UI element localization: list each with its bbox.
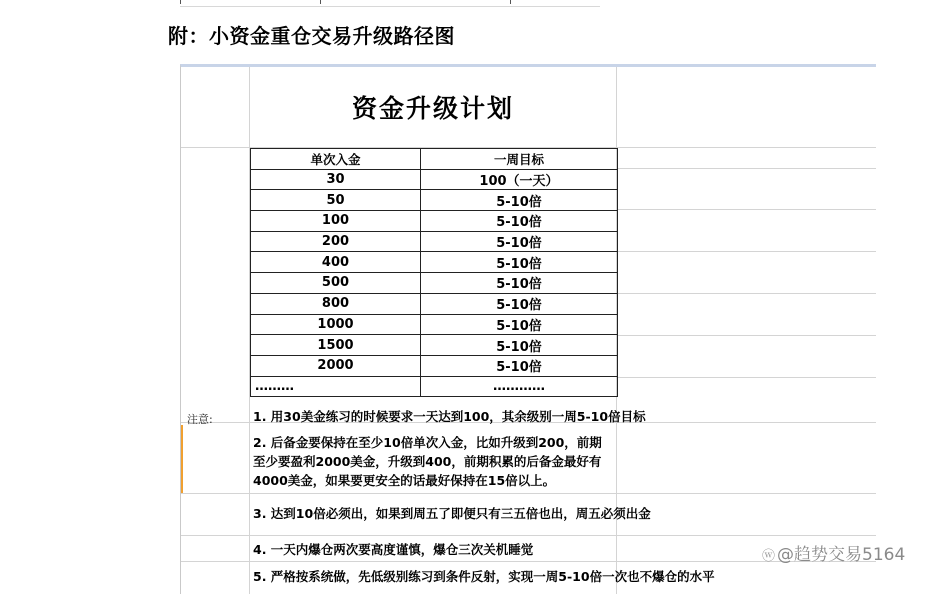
note-line: 至少要盈利2000美金，升级到400，前期积累的后备金最好有 <box>253 454 602 469</box>
target-cell: 5-10倍 <box>421 252 618 273</box>
target-cell: ………… <box>421 376 618 397</box>
deposit-cell: 400 <box>251 252 421 273</box>
table-row <box>251 252 618 273</box>
note-4 <box>253 540 533 559</box>
note-2 <box>253 433 602 490</box>
note-line: 2. 后备金要保持在至少10倍单次入金，比如升级到200，前期 <box>253 435 602 450</box>
target-cell: 100（一天） <box>421 169 618 190</box>
column-header-deposit: 单次入金 <box>251 149 421 170</box>
table-row <box>251 273 618 294</box>
grid-line <box>181 493 876 494</box>
grid-line <box>617 293 876 294</box>
deposit-cell: 30 <box>251 169 421 190</box>
deposit-cell: 200 <box>251 231 421 252</box>
target-cell: 5-10倍 <box>421 190 618 211</box>
table-header-row <box>251 149 618 170</box>
deposit-cell: 50 <box>251 190 421 211</box>
watermark <box>762 540 905 565</box>
deposit-cell: 500 <box>251 273 421 294</box>
target-cell: 5-10倍 <box>421 211 618 232</box>
grid-line <box>617 251 876 252</box>
note-1 <box>253 407 646 426</box>
table-row <box>251 169 618 190</box>
deposit-cell: 1500 <box>251 335 421 356</box>
page-title: 附：小资金重仓交易升级路径图 <box>168 24 455 48</box>
table-row <box>251 355 618 376</box>
grid-line <box>617 209 876 210</box>
column-header-weekly-target: 一周目标 <box>421 149 618 170</box>
top-crop-strip <box>180 0 600 7</box>
table-row <box>251 190 618 211</box>
crop-mark <box>180 0 181 4</box>
table-row <box>251 293 618 314</box>
crop-mark <box>510 0 511 4</box>
deposit-cell: 800 <box>251 293 421 314</box>
table-row <box>251 314 618 335</box>
target-cell: 5-10倍 <box>421 231 618 252</box>
note-line: 1. 用30美金练习的时候要求一天达到100，其余级别一周5-10倍目标 <box>253 409 646 424</box>
deposit-cell: 2000 <box>251 355 421 376</box>
target-cell: 5-10倍 <box>421 273 618 294</box>
table-row <box>251 211 618 232</box>
plan-title: 资金升级计划 <box>351 94 514 123</box>
cell-highlight-mark <box>181 425 183 493</box>
target-cell: 5-10倍 <box>421 314 618 335</box>
grid-line <box>617 168 876 169</box>
note-line: 3. 达到10倍必须出，如果到周五了即便只有三五倍也出，周五必须出金 <box>253 506 651 521</box>
table-row <box>251 335 618 356</box>
grid-line <box>617 377 876 378</box>
grid-line <box>617 335 876 336</box>
note-line: 5. 严格按系统做，先低级别练习到条件反射，实现一周5-10倍一次也不爆仓的水平 <box>253 569 715 584</box>
note-line: 4000美金，如果要更安全的话最好保持在15倍以上。 <box>253 473 556 488</box>
notes-label: 注意: <box>187 413 213 426</box>
grid-line <box>181 535 876 536</box>
upgrade-plan-table <box>250 148 618 397</box>
spreadsheet-image <box>180 64 876 594</box>
note-line: 4. 一天内爆仓两次要高度谨慎，爆仓三次关机睡觉 <box>253 542 534 557</box>
target-cell: 5-10倍 <box>421 335 618 356</box>
target-cell: 5-10倍 <box>421 355 618 376</box>
table-row <box>251 231 618 252</box>
deposit-cell: 1000 <box>251 314 421 335</box>
crop-mark <box>320 0 321 4</box>
deposit-cell: ……… <box>251 376 421 397</box>
note-5 <box>253 567 715 586</box>
watermark-text: @趋势交易5164 <box>777 545 906 565</box>
table-row <box>251 376 618 397</box>
deposit-cell: 100 <box>251 211 421 232</box>
weibo-logo-icon: ⓦ <box>762 549 776 564</box>
note-3 <box>253 504 651 523</box>
target-cell: 5-10倍 <box>421 293 618 314</box>
